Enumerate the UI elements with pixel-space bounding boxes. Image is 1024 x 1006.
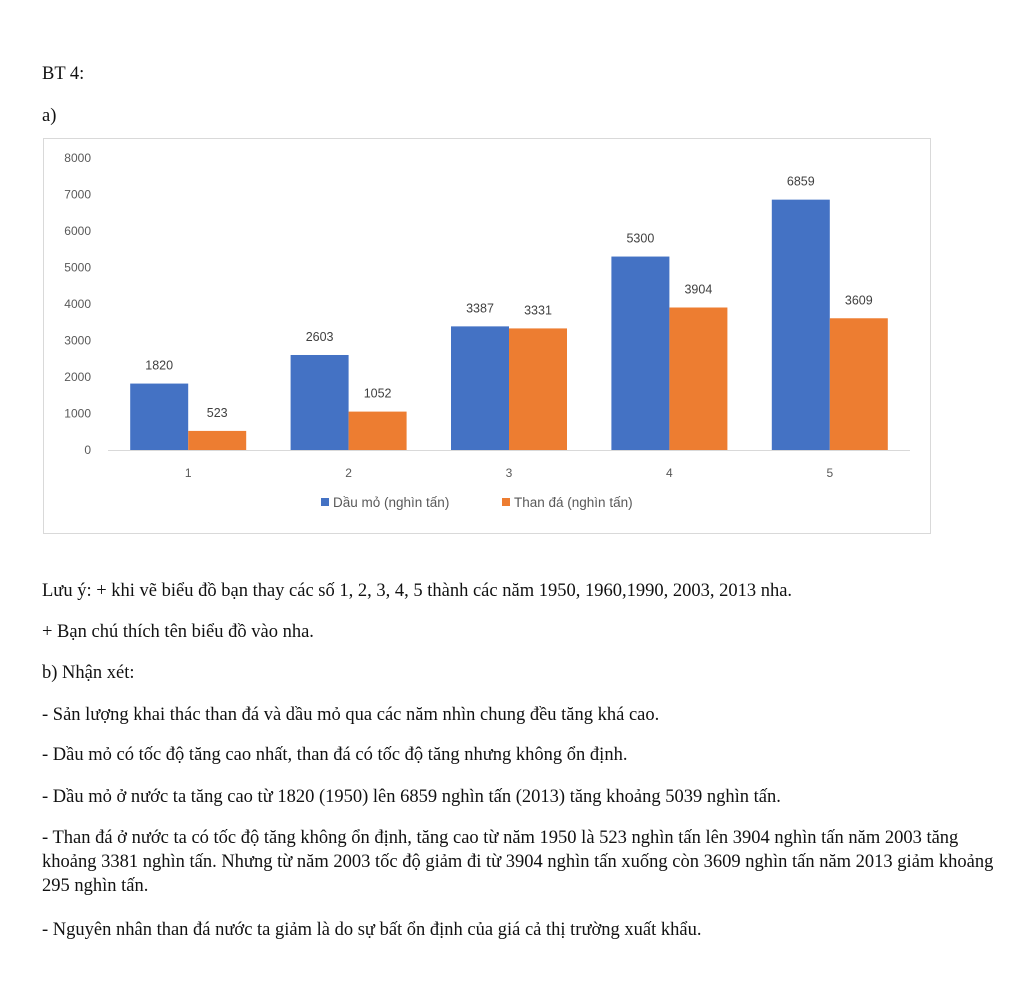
chart-canvas <box>44 139 932 535</box>
x-tick-label: 4 <box>666 466 673 480</box>
y-tick-label: 0 <box>84 443 91 457</box>
bar-than-da <box>349 412 407 450</box>
bar-than-da <box>669 308 727 450</box>
bar-dau-mo <box>451 326 509 450</box>
y-tick-label: 7000 <box>64 187 91 202</box>
y-tick-label: 1000 <box>64 406 91 421</box>
data-label: 5300 <box>626 231 655 246</box>
data-label: 1052 <box>363 386 392 401</box>
data-label: 3904 <box>684 282 713 297</box>
bar-dau-mo <box>130 384 188 450</box>
comment-3: - Dầu mỏ ở nước ta tăng cao từ 1820 (1950) lên 6859 nghìn tấn (2013) tăng khoảng 5039 nghìn tấn. <box>42 787 781 807</box>
comment-2: - Dầu mỏ có tốc độ tăng cao nhất, than đá có tốc độ tăng nhưng không ổn định. <box>42 745 628 765</box>
y-tick-label: 2000 <box>64 370 91 384</box>
comment-4: - Than đá ở nước ta có tốc độ tăng không ổn định, tăng cao từ năm 1950 là 523 nghìn tấn lên 3904 nghìn tấn năm 2003 tăng khoảng 3381 nghìn tấn. Nhưng từ năm 2003 tốc độ giảm đi từ 3904 nghìn tấn xuống còn 3609 nghìn tấn năm 2013 giảm khoảng 295 nghìn tấn. <box>42 828 994 896</box>
data-label: 2603 <box>305 329 334 344</box>
y-tick-label: 5000 <box>64 260 91 275</box>
legend-label: Than đá (nghìn tấn) <box>514 495 633 510</box>
note-line-2: + Bạn chú thích tên biểu đồ vào nha. <box>42 622 314 642</box>
bar-dau-mo <box>611 257 669 450</box>
data-label: 523 <box>206 405 228 420</box>
data-label: 3609 <box>844 293 873 308</box>
data-label: 1820 <box>145 358 174 373</box>
data-label: 3331 <box>524 303 552 318</box>
note-line-1: Lưu ý: + khi vẽ biểu đồ bạn thay các số 1, 2, 3, 4, 5 thành các năm 1950, 1960,1990, 2003, 2013 nha. <box>42 581 793 601</box>
x-tick-label: 3 <box>505 466 513 480</box>
bar-dau-mo <box>291 355 349 450</box>
x-tick-label: 2 <box>345 466 352 480</box>
exercise-heading: BT 4: <box>42 64 85 84</box>
y-tick-label: 6000 <box>64 224 91 238</box>
bar-dau-mo <box>772 200 830 450</box>
legend-swatch-dau-mo <box>321 498 329 506</box>
x-tick-label: 5 <box>826 466 834 480</box>
comment-5: - Nguyên nhân than đá nước ta giảm là do sự bất ổn định của giá cả thị trường xuất khẩu. <box>42 920 702 940</box>
y-tick-label: 4000 <box>64 297 91 311</box>
legend-label: Dầu mỏ (nghìn tấn) <box>333 495 450 510</box>
bar-than-da <box>509 328 567 450</box>
data-label: 6859 <box>786 174 815 189</box>
legend-swatch-than-da <box>502 498 510 506</box>
bar-than-da <box>830 318 888 450</box>
bar-chart <box>43 138 931 534</box>
bar-than-da <box>188 431 246 450</box>
y-tick-label: 8000 <box>64 151 91 165</box>
y-tick-label: 3000 <box>64 333 91 348</box>
part-a-label: a) <box>42 106 57 126</box>
comment-1: - Sản lượng khai thác than đá và dầu mỏ qua các năm nhìn chung đều tăng khá cao. <box>42 705 660 725</box>
x-tick-label: 1 <box>184 466 192 480</box>
part-b-label: b) Nhận xét: <box>42 663 135 683</box>
data-label: 3387 <box>466 301 494 316</box>
